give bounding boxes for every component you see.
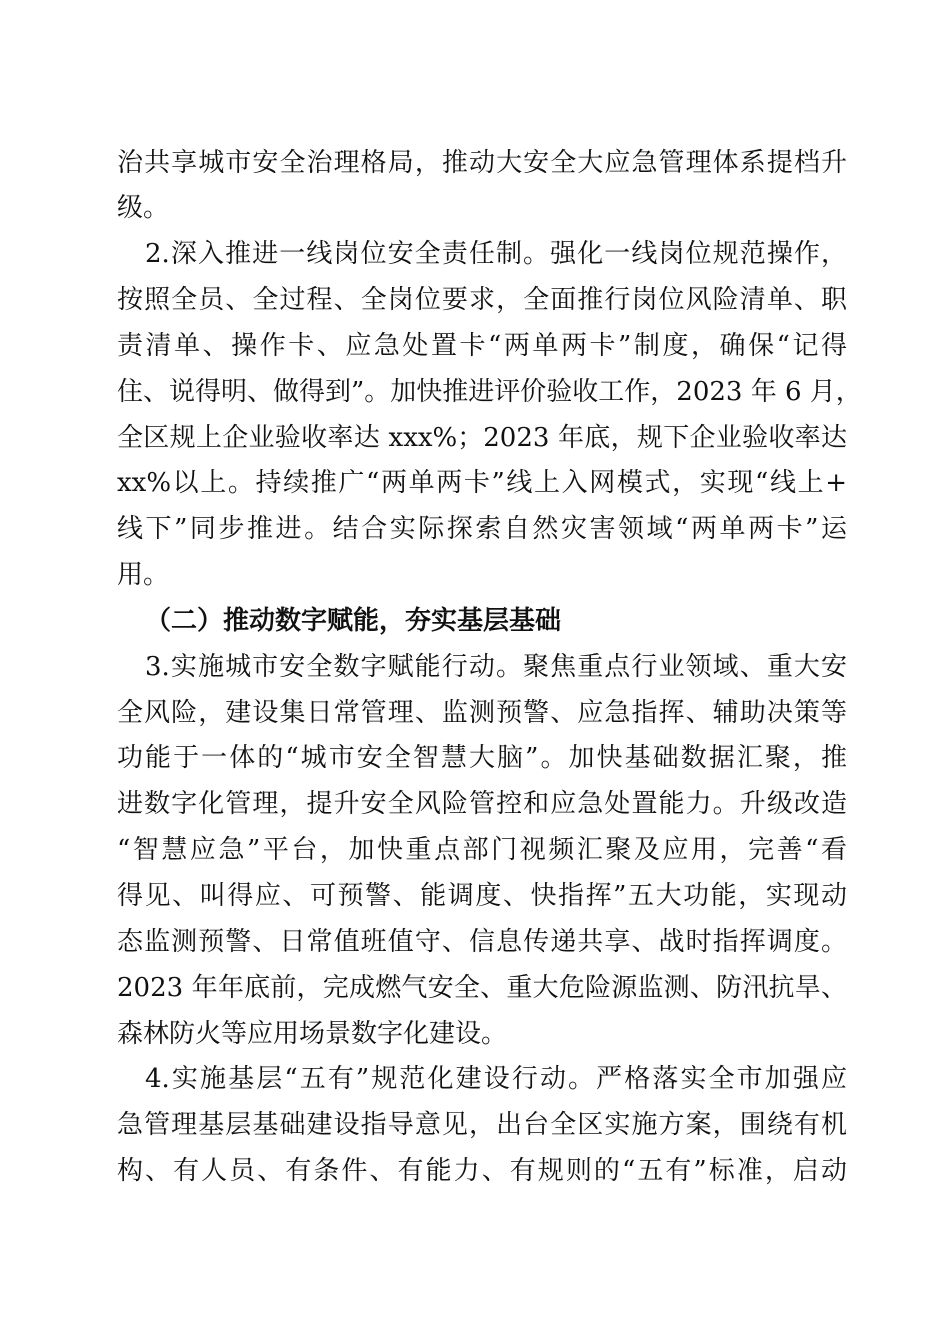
paragraph-start: 3.实施城市安全数字赋能行动。聚焦重点行业领域、重大安 [145,652,847,682]
text-line: 急管理基层基础建设指导意见，出台全区实施方案，围绕有机 [117,1110,847,1140]
text-line: 全风险，建设集日常管理、监测预警、应急指挥、辅助决策等 [117,698,847,728]
text-line: 治共享城市安全治理格局，推动大安全大应急管理体系提档升 [117,148,847,178]
text-line: 级。 [117,193,170,223]
paragraph-start: 2.深入推进一线岗位安全责任制。强化一线岗位规范操作， [145,239,847,269]
text-line: 用。 [117,560,170,590]
text-line: xx%以上。持续推广“两单两卡”线上入网模式，实现“线上+ [117,468,847,498]
text-line: 全区规上企业验收率达 xxx%；2023 年底，规下企业验收率达 [117,423,847,453]
text-line: 构、有人员、有条件、有能力、有规则的“五有”标准，启动 [117,1156,847,1186]
text-line: 按照全员、全过程、全岗位要求，全面推行岗位风险清单、职 [117,285,847,315]
paragraph-start: 4.实施基层“五有”规范化建设行动。严格落实全市加强应 [145,1064,847,1094]
text-line: 功能于一体的“城市安全智慧大脑”。加快基础数据汇聚，推 [117,743,847,773]
text-line: “智慧应急”平台，加快重点部门视频汇聚及应用，完善“看 [117,835,847,865]
section-heading: （二）推动数字赋能，夯实基层基础 [145,606,562,636]
text-line: 线下”同步推进。结合实际探索自然灾害领域“两单两卡”运 [117,514,847,544]
text-line: 责清单、操作卡、应急处置卡“两单两卡”制度，确保“记得 [117,331,847,361]
text-line: 森林防火等应用场景数字化建设。 [117,1019,508,1049]
text-line: 进数字化管理，提升安全风险管控和应急处置能力。升级改造 [117,789,847,819]
text-line: 2023 年年底前，完成燃气安全、重大危险源监测、防汛抗旱、 [117,973,847,1003]
text-line: 得见、叫得应、可预警、能调度、快指挥”五大功能，实现动 [117,881,847,911]
text-line: 态监测预警、日常值班值守、信息传递共享、战时指挥调度。 [117,927,847,957]
text-line: 住、说得明、做得到”。加快推进评价验收工作，2023 年 6 月， [117,377,862,407]
